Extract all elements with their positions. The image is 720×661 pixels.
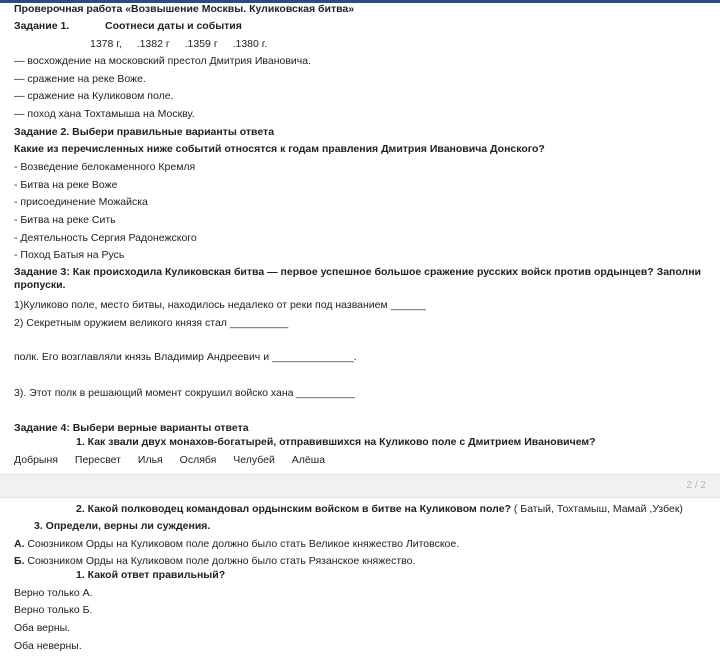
answer-option: Верно только Б. <box>14 604 93 616</box>
task2-option: - присоединение Можайска <box>14 196 148 208</box>
name-option: Добрыня <box>14 454 58 466</box>
date-item: .1359 г <box>184 38 218 50</box>
task1-event: — сражение на реке Воже. <box>14 73 146 85</box>
task1-dates <box>90 38 279 51</box>
answer-option: Оба неверны. <box>14 640 82 652</box>
page-indicator: 2 / 2 <box>686 480 706 491</box>
task1-title: Соотнеси даты и события <box>105 20 242 32</box>
statement-a-label: А. <box>14 538 25 550</box>
task1-label: Задание 1. <box>14 20 70 32</box>
task4-question-1: 1. Как звали двух монахов-богатырей, отправившихся на Куликово поле с Дмитрием Ивановичем? <box>76 436 596 448</box>
date-item: 1378 г, <box>90 38 122 50</box>
task2-title: Задание 2. Выбери правильные варианты ответа <box>14 126 275 138</box>
date-item: .1382 г <box>136 38 170 50</box>
name-option: Ослябя <box>179 454 217 466</box>
date-item: .1380 г. <box>232 38 268 50</box>
task4-question-3: 3. Определи, верны ли суждения. <box>34 520 211 532</box>
task2-option: - Поход Батыя на Русь <box>14 249 125 261</box>
name-option: Челубей <box>233 454 275 466</box>
task1-event: — восхождение на московский престол Дмитрия Ивановича. <box>14 55 312 67</box>
task4-sub-question: 1. Какой ответ правильный? <box>76 569 226 581</box>
task2-option: - Деятельность Сергия Радонежского <box>14 232 197 244</box>
task2-option: - Возведение белокаменного Кремля <box>14 161 196 173</box>
name-option: Алёша <box>291 454 326 466</box>
task4-title: Задание 4: Выбери верные варианты ответа <box>14 422 249 434</box>
answer-option: Верно только А. <box>14 587 93 599</box>
task4-names <box>14 454 339 467</box>
question-2-text: 2. Какой полководец командовал ордынским войском в битве на Куликовом поле? <box>76 503 511 515</box>
task2-question: Какие из перечисленных ниже событий относятся к годам правления Дмитрия Ивановича Донского? <box>14 143 545 155</box>
name-option: Илья <box>137 454 163 466</box>
statement-a <box>14 538 459 551</box>
page-separator <box>0 474 720 498</box>
page-title: Проверочная работа «Возвышение Москвы. Куликовская битва» <box>14 3 355 15</box>
name-option: Пересвет <box>74 454 121 466</box>
statement-b <box>14 555 415 568</box>
question-2-options: ( Батый, Тохтамыш, Мамай ,Узбек) <box>510 503 683 515</box>
task1-event: — сражение на Куликовом поле. <box>14 90 174 102</box>
task3-item: 2) Секретным оружием великого князя стал __________ <box>14 317 289 329</box>
task2-option: - Битва на реке Воже <box>14 179 118 191</box>
statement-b-label: Б. <box>14 555 25 567</box>
answer-option: Оба верны. <box>14 622 71 634</box>
statement-a-text: Союзником Орды на Куликовом поле должно было стать Великое княжество Литовское. <box>24 538 460 550</box>
task4-question-2 <box>76 503 683 516</box>
task1-event: — поход хана Тохтамыша на Москву. <box>14 108 195 120</box>
task3-title: Задание 3: Как происходила Куликовская битва — первое успешное большое сражение русских войск против ордынцев? Заполни пропуски. <box>14 266 702 291</box>
task2-option: - Битва на реке Сить <box>14 214 116 226</box>
task3-item: полк. Его возглавляли князь Владимир Андреевич и ______________. <box>14 351 357 363</box>
task3-item: 1)Куликово поле, место битвы, находилось недалеко от реки под названием ______ <box>14 299 426 311</box>
statement-b-text: Союзником Орды на Куликовом поле должно было стать Рязанское княжество. <box>24 555 416 567</box>
task3-item: 3). Этот полк в решающий момент сокрушил войско хана __________ <box>14 387 355 399</box>
